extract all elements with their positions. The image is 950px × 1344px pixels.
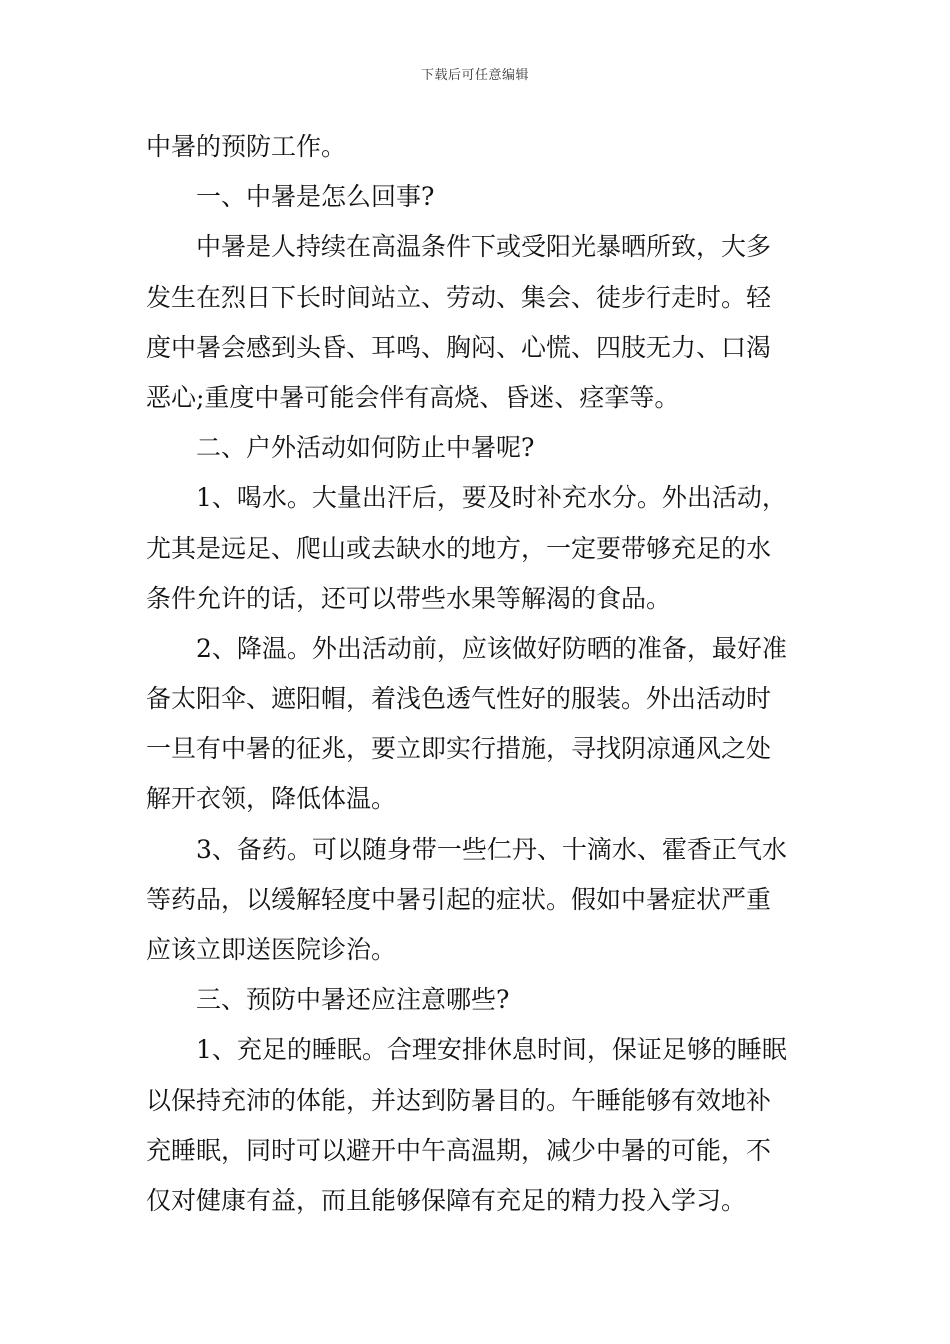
text-line: 以保持充沛的体能，并达到防暑目的。午睡能够有效地补: [146, 1085, 772, 1115]
text-line: 仅对健康有益，而且能够保障有充足的精力投入学习。: [146, 1185, 747, 1215]
document-body: [146, 122, 806, 1226]
text-line: 充睡眠，同时可以避开中午高温期，减少中暑的可能，不: [146, 1135, 772, 1165]
section-heading: 二、户外活动如何防止中暑呢?: [196, 433, 535, 463]
text-line: 尤其是远足、爬山或去缺水的地方，一定要带够充足的水: [146, 533, 772, 563]
section-heading: 一、中暑是怎么回事?: [196, 182, 435, 212]
text-line: 2、降温。外出活动前，应该做好防晒的准备，最好准: [196, 633, 787, 663]
text-line: 等药品，以缓解轻度中暑引起的症状。假如中暑症状严重: [146, 884, 772, 914]
text-line: 条件允许的话，还可以带些水果等解渴的食品。: [146, 583, 672, 613]
text-line: 1、喝水。大量出汗后，要及时补充水分。外出活动，: [196, 483, 787, 513]
page-header: 下载后可任意编辑: [420, 68, 529, 83]
text-line: 恶心;重度中暑可能会伴有高烧、昏迷、痉挛等。: [146, 382, 680, 412]
text-line: 1、充足的睡眠。合理安排休息时间，保证足够的睡眠: [196, 1035, 787, 1065]
text-line: 3、备药。可以随身带一些仁丹、十滴水、霍香正气水: [196, 834, 787, 864]
text-line: 备太阳伞、遮阳帽，着浅色透气性好的服装。外出活动时: [146, 684, 772, 714]
section-heading: 三、预防中暑还应注意哪些?: [196, 985, 510, 1015]
text-line: 发生在烈日下长时间站立、劳动、集会、徒步行走时。轻: [146, 282, 772, 312]
text-line: 度中暑会感到头昏、耳鸣、胸闷、心慌、四肢无力、口渴: [146, 332, 772, 362]
text-line: 中暑是人持续在高温条件下或受阳光暴晒所致，大多: [196, 232, 772, 262]
text-line: 中暑的预防工作。: [146, 132, 347, 161]
text-line: 解开衣领，降低体温。: [146, 784, 397, 814]
text-line: 一旦有中暑的征兆，要立即实行措施，寻找阴凉通风之处: [146, 734, 772, 764]
text-line: 应该立即送医院诊治。: [146, 935, 397, 964]
